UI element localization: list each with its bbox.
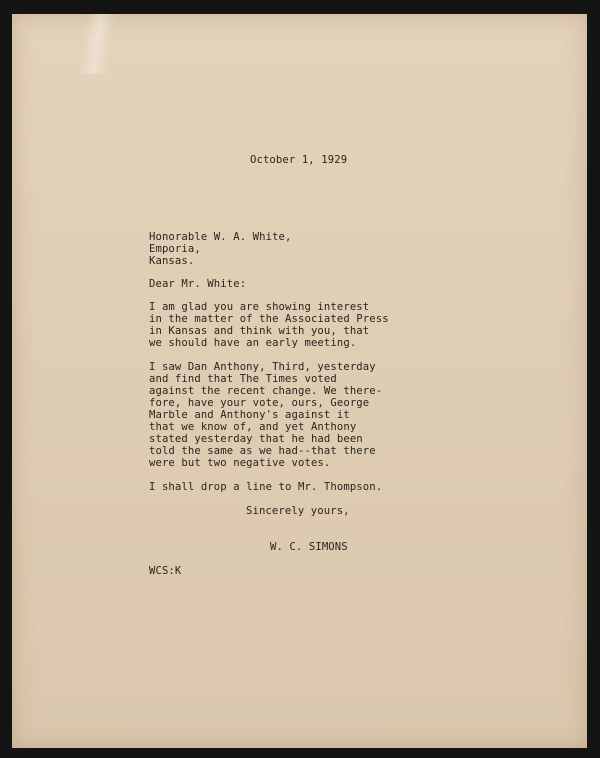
address-line: Emporia, bbox=[149, 243, 201, 255]
paragraph-line: we should have an early meeting. bbox=[149, 337, 357, 349]
paragraph-line: were but two negative votes. bbox=[149, 457, 331, 469]
salutation: Dear Mr. White: bbox=[149, 278, 247, 290]
paragraph-line: in Kansas and think with you, that bbox=[149, 325, 370, 337]
paragraph-line: and find that The Times voted bbox=[149, 373, 337, 385]
paragraph-line: that we know of, and yet Anthony bbox=[149, 421, 357, 433]
paragraph-line: I saw Dan Anthony, Third, yesterday bbox=[149, 361, 376, 373]
closing: Sincerely yours, bbox=[246, 505, 350, 517]
letter-date: October 1, 1929 bbox=[250, 154, 348, 166]
letter-page bbox=[12, 14, 587, 748]
letter-text bbox=[12, 14, 587, 748]
signature-name: W. C. SIMONS bbox=[270, 541, 348, 553]
paragraph-line: I am glad you are showing interest bbox=[149, 301, 370, 313]
paragraph-line: told the same as we had--that there bbox=[149, 445, 376, 457]
address-line: Honorable W. A. White, bbox=[149, 231, 292, 243]
paragraph-line: fore, have your vote, ours, George bbox=[149, 397, 370, 409]
paragraph-line: against the recent change. We there- bbox=[149, 385, 383, 397]
address-line: Kansas. bbox=[149, 255, 195, 267]
paragraph-line: stated yesterday that he had been bbox=[149, 433, 363, 445]
paragraph-line: in the matter of the Associated Press bbox=[149, 313, 389, 325]
paragraph-line: Marble and Anthony's against it bbox=[149, 409, 350, 421]
paragraph-line: I shall drop a line to Mr. Thompson. bbox=[149, 481, 383, 493]
typist-initials: WCS:K bbox=[149, 565, 182, 577]
